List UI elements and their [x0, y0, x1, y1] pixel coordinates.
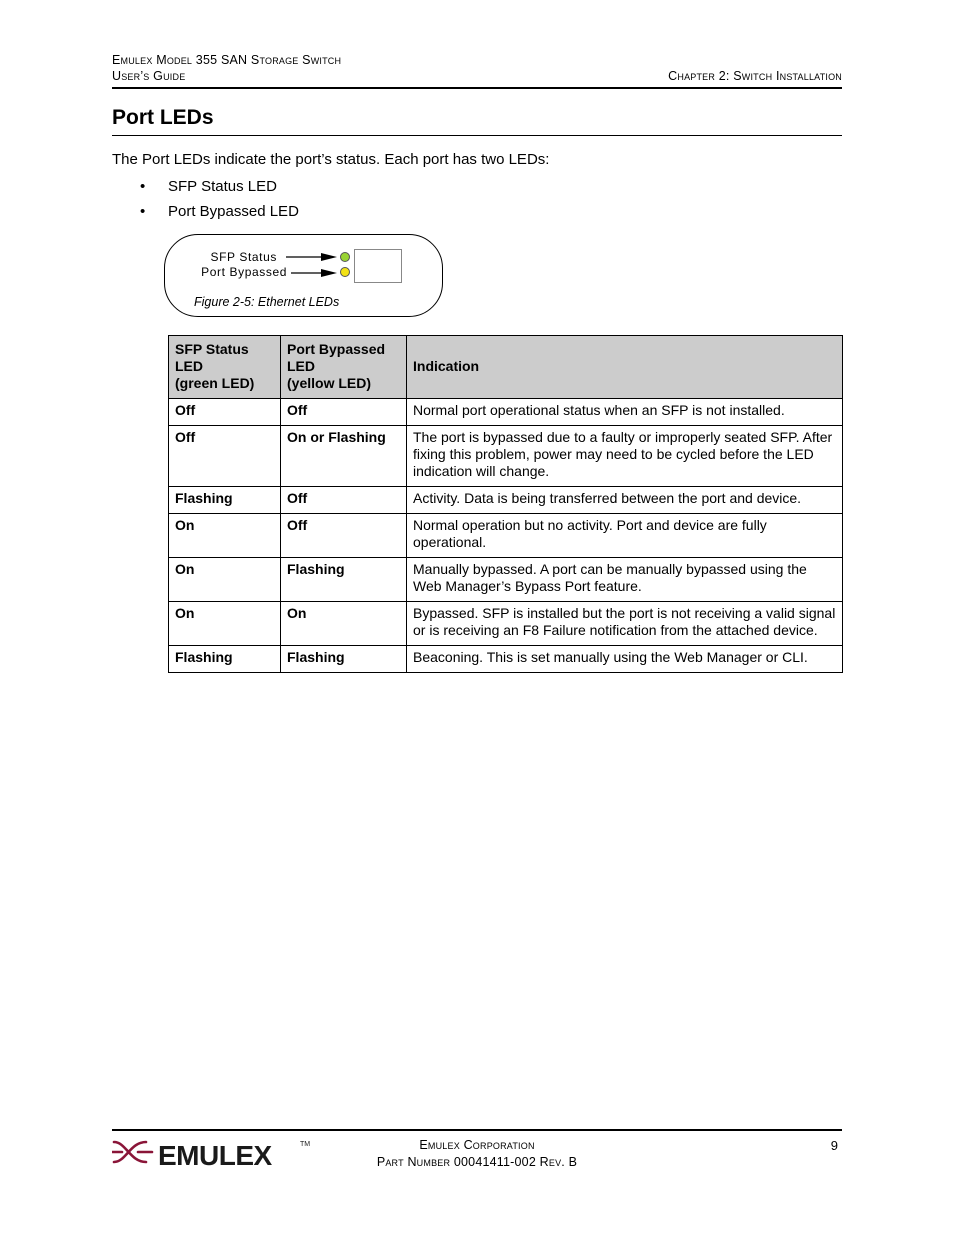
page-number: 9 — [830, 1138, 838, 1153]
footer-company: Emulex Corporation — [419, 1138, 535, 1152]
header-line: (green LED) — [175, 374, 255, 391]
bullet-icon: • — [140, 203, 146, 220]
port-led-table — [168, 335, 843, 673]
green-led-icon — [340, 252, 350, 262]
header-line: Port Bypassed — [287, 340, 386, 357]
title-rule — [112, 135, 842, 136]
emulex-logo-text: EMULEX — [158, 1140, 272, 1169]
bullet-text: SFP Status LED — [168, 178, 277, 195]
section-title: Port LEDs — [112, 106, 214, 129]
cell-indication: The port is bypassed due to a faulty or improperly seated SFP. After fixing this problem, power may need to be cycled before the LED indication will change. — [407, 426, 843, 487]
header-line: LED — [287, 357, 315, 374]
cell-port-bypassed: On — [281, 602, 407, 646]
running-header-chapter: Chapter 2: Switch Installation — [668, 69, 842, 83]
figure-caption: Figure 2-5: Ethernet LEDs — [194, 295, 340, 309]
figure-label-port-bypassed: Port Bypassed — [201, 265, 287, 279]
bullet-list — [140, 177, 299, 227]
bullet-icon: • — [140, 178, 146, 195]
trademark-symbol: TM — [300, 1141, 311, 1148]
cell-port-bypassed: Off — [281, 514, 407, 558]
yellow-led-icon — [340, 267, 350, 277]
intro-paragraph: The Port LEDs indicate the port’s status. Each port has two LEDs: — [112, 151, 550, 168]
header-rule — [112, 87, 842, 89]
column-header-indication: Indication — [407, 336, 843, 399]
cell-port-bypassed: Off — [281, 399, 407, 426]
sfp-arrow-head-icon — [321, 253, 337, 261]
footer-rule — [112, 1129, 842, 1131]
running-header-left — [112, 52, 341, 84]
column-header-sfp-status — [169, 336, 281, 399]
cell-indication: Activity. Data is being transferred between the port and device. — [407, 487, 843, 514]
table-row — [169, 602, 843, 646]
footer-center — [0, 1137, 954, 1171]
table-row — [169, 558, 843, 602]
header-subtitle: User’s Guide — [112, 69, 186, 83]
cell-indication: Beaconing. This is set manually using the Web Manager or CLI. — [407, 646, 843, 673]
table-row — [169, 487, 843, 514]
header-line: (yellow LED) — [287, 374, 372, 391]
bypassed-arrow-head-icon — [321, 269, 337, 277]
cell-sfp-status: On — [169, 602, 281, 646]
list-item — [140, 177, 299, 202]
cell-port-bypassed: Flashing — [281, 646, 407, 673]
header-title: Emulex Model 355 SAN Storage Switch — [112, 53, 342, 67]
table-row — [169, 426, 843, 487]
cell-sfp-status: Off — [169, 426, 281, 487]
list-item — [140, 202, 299, 227]
cell-indication: Normal port operational status when an SFP is not installed. — [407, 399, 843, 426]
column-header-port-bypassed — [281, 336, 407, 399]
cell-indication: Bypassed. SFP is installed but the port is not receiving a valid signal or is receiving an F8 Failure notification from the attached device. — [407, 602, 843, 646]
figure-label-sfp-status: SFP Status — [210, 250, 277, 264]
cell-port-bypassed: Off — [281, 487, 407, 514]
table-row — [169, 514, 843, 558]
table-row — [169, 399, 843, 426]
table-row — [169, 646, 843, 673]
cell-indication: Normal operation but no activity. Port and device are fully operational. — [407, 514, 843, 558]
bullet-text: Port Bypassed LED — [168, 203, 299, 220]
cell-port-bypassed: Flashing — [281, 558, 407, 602]
cell-sfp-status: On — [169, 558, 281, 602]
cell-sfp-status: Off — [169, 399, 281, 426]
ethernet-leds-figure — [164, 234, 443, 317]
sfp-port-icon — [354, 249, 402, 283]
cell-indication: Manually bypassed. A port can be manually bypassed using the Web Manager’s Bypass Port feature. — [407, 558, 843, 602]
header-line: LED — [175, 357, 203, 374]
header-line: SFP Status — [175, 340, 249, 357]
cell-sfp-status: Flashing — [169, 646, 281, 673]
table-header-row — [169, 336, 843, 399]
cell-sfp-status: On — [169, 514, 281, 558]
footer-part-number: Part Number 00041411-002 Rev. B — [376, 1155, 578, 1169]
cell-port-bypassed: On or Flashing — [281, 426, 407, 487]
cell-sfp-status: Flashing — [169, 487, 281, 514]
